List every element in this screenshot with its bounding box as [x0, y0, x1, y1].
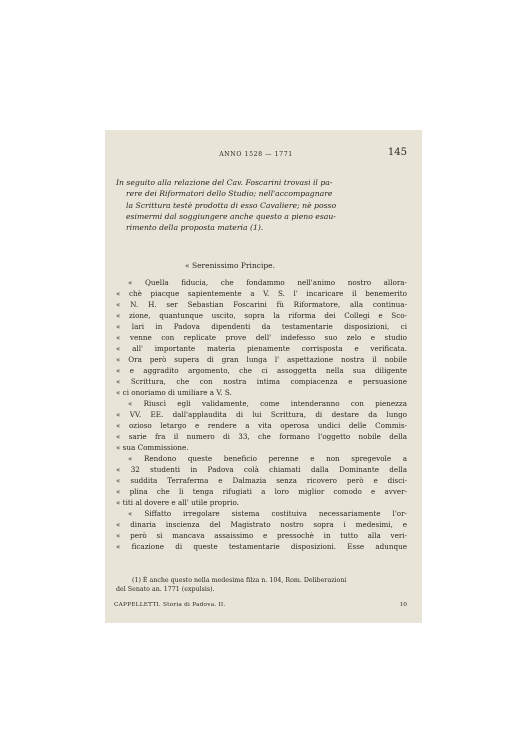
body-line: « Riuscì egli validamente, come intenderanno con pienezza — [128, 398, 407, 408]
signature-text: CAPPELLETTI. Storia di Padova. II. — [114, 602, 226, 608]
body-line: « titi al dovere e all' utile proprio. — [116, 497, 239, 507]
book-page — [105, 130, 422, 623]
intro-line: rere dei Riformatori dello Studio; nell'accompagnare — [126, 189, 333, 199]
intro-line: In seguito alla relazione del Cav. Foscarini trovasi il pa- — [116, 178, 333, 187]
body-line: « suddita Terraferma e Dalmazia senza ricovero però e disci- — [116, 475, 407, 485]
body-line: « plina che li tenga rifugiati a loro miglior comodo e avver- — [116, 486, 407, 496]
footnote — [116, 576, 407, 594]
body-line: « ficazione di queste testamentarie disposizioni. Esse adunque — [116, 541, 407, 551]
body-line: « Ora però supera di gran lunga l' aspettazione nostra il nobile — [116, 354, 407, 364]
body-line: « zione, quantunque uscito, sopra la riforma dei Collegi e Sco- — [116, 310, 407, 320]
body-line: « all' importante materia pienamente corrisposta e verificata. — [116, 343, 407, 353]
body-line: « chè piacque sapientemente a V. S. l' incaricare il benemerito — [116, 288, 407, 298]
body-line: « dinaria inscienza del Magistrato nostro sopra i medesimi, e — [116, 519, 407, 529]
letter-body — [116, 278, 407, 553]
intro-paragraph — [116, 177, 407, 233]
body-line: « sarie fra il numero di 33, che formano l'oggetto nobile della — [116, 431, 407, 441]
body-line: « VV. EE. dall'applaudita di lui Scrittura, di destare da lungo — [116, 409, 407, 419]
body-line: « venne con replicate prove dell' indefesso suo zelo e studio — [116, 332, 407, 342]
body-line: « però si mancava assaissimo e pressochè in tutto alla veri- — [116, 530, 407, 540]
body-line: « e aggradito argomento, che ci assoggetta nella sua diligente — [116, 365, 407, 375]
body-line: « lari in Padova dipendenti da testamentarie disposizioni, ci — [116, 321, 407, 331]
page-header — [105, 149, 407, 161]
signature-mark: 10 — [399, 602, 407, 608]
body-line: « Scrittura, che con nostra intima compiacenza e persuasione — [116, 376, 407, 386]
intro-line: rimento della proposta materia (1). — [126, 223, 264, 233]
body-line: « 32 studenti in Padova colà chiamati dalla Dominante della — [116, 464, 407, 474]
body-line: « ozioso letargo e rendere a vita operosa undici delle Commis- — [116, 420, 407, 430]
body-line: « Rendono queste beneficio perenne e non spregevole a — [128, 453, 407, 463]
body-line: « sua Commissione. — [116, 442, 189, 452]
intro-line: esimermi dal soggiungere anche questo a pieno esau- — [126, 211, 336, 221]
footnote-line: del Senato an. 1771 (expulsis). — [116, 586, 215, 593]
page-number: 145 — [387, 147, 407, 158]
body-line: « Quella fiducia, che fondammo nell'animo nostro allora- — [128, 278, 407, 287]
body-line: « ci onoriamo di umiliare a V. S. — [116, 387, 232, 397]
intro-line: la Scrittura testè prodotta di esso Cavaliere; nè posso — [126, 200, 337, 210]
body-line: « Siffatto irregolare sistema costituiva necessariamente l'or- — [128, 508, 407, 518]
footnote-line: (1) È anche questo nella medesima filza n. 104, Rom. Deliberazioni — [132, 577, 347, 584]
body-line: « N. H. ser Sebastian Foscarini fù Riformatore, alla continua- — [116, 299, 407, 309]
salutation: « Serenissimo Principe. — [185, 261, 275, 270]
running-title: ANNO 1528 — 1771 — [219, 151, 293, 158]
printer-signature — [114, 602, 407, 612]
